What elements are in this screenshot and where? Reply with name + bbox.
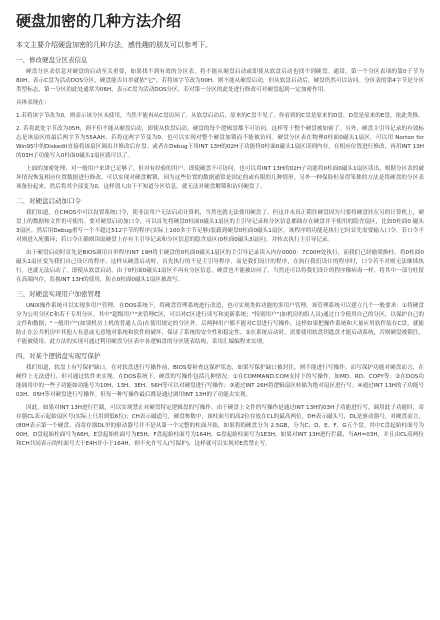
paragraph: 由于硬盘启动时首先是BIOS调用自举程序INT 19H将主硬盘的0柱面0磁头1扇区的主引导记录读入内存0000：7C00H处执行，而我们已经偷梁换柱，将0柱面0磁头1扇区变为我们自己设计的程序。这样从硬盘启动时，首先执行的不是主引导程序，而是我们设计的程序，在执行我们设计的程序时，口令若不对则无法继续执行，也就无法启动了。即使从软盘启动，由于0柱面0磁头1扇区不再有分区信息，硬盘也不能被访问了。当然还可以将我们设计的程序像病毒一样，将其中一部分驻留在高端内存，监视INT 13H的使用，防止0柱面0磁头1扇区被改写。 [16,250,424,283]
paragraph: 我们知道，软盘上有写保护缺口，在对软盘进行写操作前，BIOS要检查这保护状态，如果写保护缺口被封住，则不能进行写操作。而写保护功能对硬盘而言，在硬件上无法进行，但可通过软件来实现。在DOS系统下，硬盘的写操作包括几种情况：①在COMMAND.COM支持下的写操作，如MD、RD、COPY等；②在DOS功能调用中的一些子功能如功能号为10H、13H、3EH、56H等可以对硬盘进行写操作；③通过INT 26H将逻辑扇区转储为绝对扇区进行写；④通过INT 13H的子功能号03H、05H等对硬盘进行写操作。但每一种写操作最后都是通过调用INT 13H的子功能去实现。 [16,365,424,398]
paragraph: 因此，如果对INT 13H进行拦截，可以实现禁止对硬盘特定逻辑盘的写操作。由于硬盘上文件的写操作是通过INT 13H的03H子功能进行写，调用此子功能时，寄存器CL表示起始扇区号(实际上只用到低6位)；CH表示磁道号，硬盘参数中，该柱面号的高2位存放在CL的最高两位，DH表示磁头号，DL是驱动器号，对硬盘而言，(80H表示第一个硬盘，而寄存器DL里的驱动器号并不是从第一个完整的柱面开始，如果将的硬盘分为 2.5GB，分为C、D、E、F、G五个盘。其中C盘起始柱面号为00H，D盘起始柱面号为66H，E盘起始柱面号为E5H，F盘起始柱面号为164H，G盘起始柱面号为1E3H，如果对INT 13H进行拦截，当AH=03H，并且由CL高两位和CH共同表示的柱面号大于E4H并小于164H，则不允许写入(写保护)，这样就可以实现对E盘禁止写。 [16,405,424,447]
intro-text: 本文主要介绍硬盘加密的几种方法，感性趣的朋友可以参考下。 [16,41,212,49]
section-heading-3: 三、对硬盘实现用户加密管理 [16,290,101,298]
paragraph: 我们知道，在CMOS中可以设置系统口令，使非法用户无法启动计算机，当然也就无法使用硬盘了。但这并未真正锁住硬盘因为只要将硬盘挂在另的计算机上，硬盘上的数据和文件仍可使用。要对硬盘启动加口令，可以首先将硬盘0柱面0磁头1扇区的主引导记录和分区信息都储存在硬盘并不使用的隐含扇区，比如0柱面0 磁头3扇区。然后用Debug重写一个不超过512字节的程序(实际上100多字节足够)装载到硬盘0柱面0磁头1扇区。该程序的功能是执行它时首先需要输入口令，若口令不对则进入死循环；若口令正确则读取硬盘上存有主引导记录和分区信息的隐含扇区(0柱面0磁头3扇区)，并转去执行主引导记录。 [16,210,424,243]
paragraph: 1.若将该字节改为0，则表示该分区未使用，当然不能再从C盘访问了。从软盘启动后，原来的C盘不见了，你看到的C盘是原来的D盘，D盘是原来的E盘，依此类推。 [16,113,424,119]
paragraph: UNIX操作系统可以实现多用户管理，在DOS系统下，将硬盘管理系统进行改造，也可实现类似功能的多用户管理。该管理系统可以建立几个一般要求：①将硬盘分为公用分区C和若干专用分区。其中"超级用户"来管理C区，可以对C区进行读写和更新系统；"特别用户"(如机房的组人员)通过口令使用自己的分区，以保护自己的文件和数据；"一般用户"(如别机房上机的普通人员)在使用规定的分区外，后两种用户都不能对C盘进行写操作，这样如果把操作系统和大量应用软件装在C盘，就能防止在公共机房中其他人有意或无意地对系统和软件的破坏，保证了系统的安全性和稳定性。②在系统启动时，需要使用软盘钥匙盘才能启动系统，否则硬盘被锁住，不能被使用。此方法的实现可通过利用硬盘分区表中各逻辑盘的分区链表结构，采用汇编编程来实现。 [16,303,424,345]
paragraph: 具体表现在： [16,100,50,106]
paragraph: 硬盘分区表信息对硬盘的启动至关重要，如果找不到有效的分区表，将不能从硬盘启动或即使从软盘启动也找不到硬盘。通常，第一个分区表项的第0子节为80H，表示C盘为活动DOS分区，硬盘能否自举就依"它"。若将该字节改为00H，则不能从硬盘启动，但从软盘启动后，硬盘仍然可以访问。分区表的第4字节是分区类型标志，第一分区的此处通常为06H，表示C盘为活动DOS分区，若对第一分区的此处进行修改可对硬盘起到一定加密作用。 [16,69,424,93]
page-title: 硬盘加密的几种方法介绍 [16,12,182,30]
section-heading-4: 四、对某个逻辑盘实现写保护 [16,352,101,360]
section-heading-2: 二、对硬盘启动加口令 [16,197,81,205]
paragraph: 2. 若将此处字节改为05H，则不但不能从硬盘启动，即使从软盘启动，硬盘的每个逻辑盘都不可访问，这样等于整个硬盘被加密了。另外，硬盘主引导记录的有效标志是该扇区的最后两字节为55AAH，若将这两字节变为0，也可以实现对整个硬盘加锁而不能被访问。硬盘分区表在物理0柱面0磁头1扇区，可以用 Norton for Win95中的Diskedit直接将该扇区调出并修改后存盘。或者在Debug下用INT 13H的02H子功能将0柱面0磁头1扇区读到内存，在相应位置进行修改，再用INT 13H的03H子功能写入0柱面0磁头1扇区就可以了。 [16,126,424,159]
section-heading-1: 一、修改硬盘分区表信息 [16,56,88,64]
paragraph: 上面的加密处理，对一般用户来讲已足够了。但对有经验的用户，即使硬盘不可访问，也可以用INT 13H的02H子功能将0柱面0磁头1扇区读出，根据分区表的破坏情况恢复相应位置数据进行修改，可以实现对硬盘解锁，因为这些位置的数据通常是固定的或有限的几种情形。另外一种保险但显得笨拙的方法是将硬盘的分区表项备份起来，然后将其全部变为0，这样别人由于不知道分区信息，就无法对硬盘解锁和访问硬盘了。 [16,166,424,190]
